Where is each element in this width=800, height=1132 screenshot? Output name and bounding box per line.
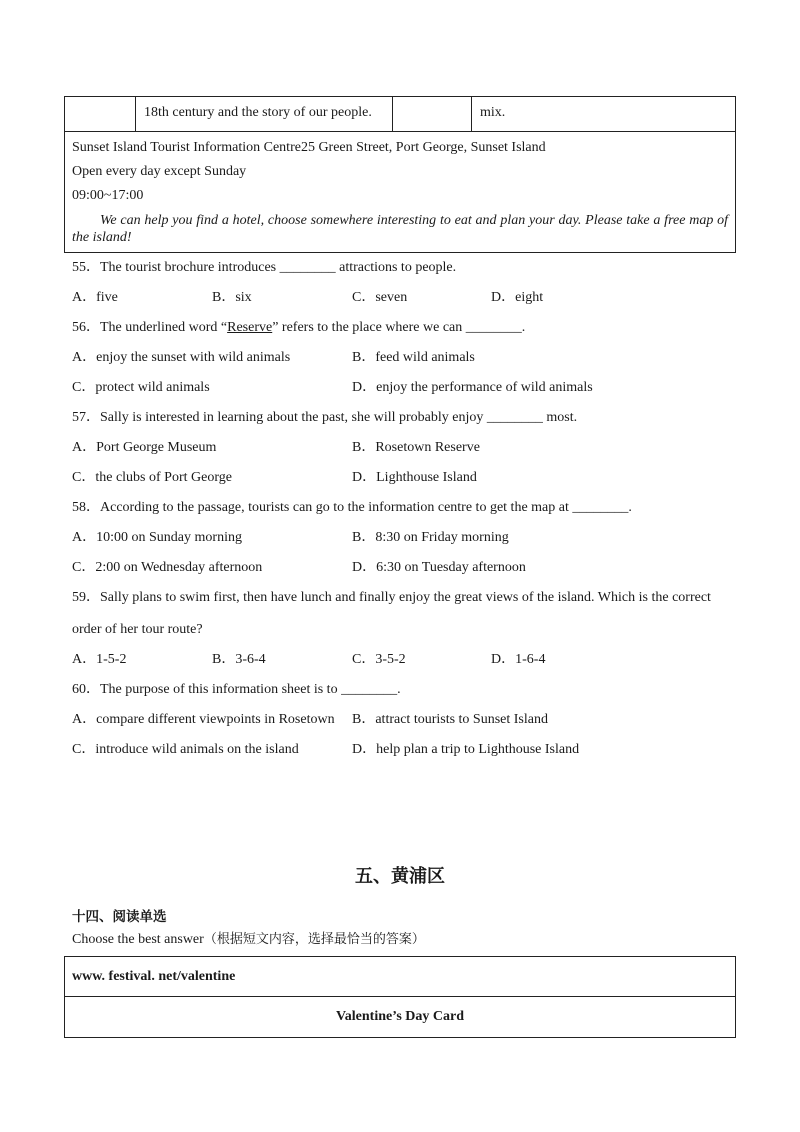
option-letter: A． <box>72 530 97 545</box>
valentine-table <box>64 956 736 1038</box>
question-60 <box>72 680 401 700</box>
option-b[interactable] <box>352 528 509 548</box>
option-d[interactable] <box>352 468 477 488</box>
info-centre-address: Sunset Island Tourist Information Centre25 Green Street, Port George, Sunset Island <box>72 140 546 155</box>
question-number: 59． <box>72 590 100 605</box>
option-letter: A． <box>72 712 97 727</box>
question-stem: Sally is interested in learning about the past, she will probably enjoy ________ most. <box>100 410 578 425</box>
option-text: 3-6-4 <box>235 652 266 667</box>
option-text: protect wild animals <box>95 380 210 395</box>
option-letter: B． <box>212 652 236 667</box>
option-letter: D． <box>352 470 377 485</box>
option-text: Rosetown Reserve <box>375 440 480 455</box>
instruction-cn: （根据短文内容，选择最恰当的答案） <box>203 932 425 947</box>
question-59 <box>72 582 732 646</box>
instruction-en: Choose the best answer <box>72 932 204 947</box>
option-d[interactable] <box>352 740 579 760</box>
option-d[interactable] <box>352 378 593 398</box>
option-text: enjoy the performance of wild animals <box>376 380 593 395</box>
table-row <box>65 957 736 997</box>
option-text: introduce wild animals on the island <box>95 742 299 757</box>
option-text: 6:30 on Tuesday afternoon <box>376 560 526 575</box>
underlined-word: Reserve <box>227 320 273 335</box>
option-a[interactable] <box>72 650 126 670</box>
question-58 <box>72 498 632 518</box>
question-stem: The tourist brochure introduces ________ attractions to people. <box>100 260 457 275</box>
table-cell <box>136 97 393 132</box>
option-c[interactable] <box>72 558 262 578</box>
section-title: 五、黄浦区 <box>355 866 445 887</box>
option-letter: B． <box>212 290 236 305</box>
option-text: eight <box>515 290 544 305</box>
option-text: 1-6-4 <box>515 652 546 667</box>
option-text: compare different viewpoints in Rosetown <box>96 712 335 727</box>
option-d[interactable] <box>491 288 543 308</box>
option-letter: B． <box>352 440 376 455</box>
table-row <box>65 97 736 132</box>
option-b[interactable] <box>212 288 252 308</box>
table-cell <box>65 97 136 132</box>
info-centre-description: We can help you find a hotel, choose somewhere interesting to eat and plan your day. Please take a free map of the island! <box>72 213 728 245</box>
option-a[interactable] <box>72 710 335 730</box>
option-text: 1-5-2 <box>96 652 127 667</box>
question-stem-after: ” refers to the place where we can ________. <box>272 320 526 335</box>
option-d[interactable] <box>352 558 526 578</box>
table-cell <box>393 97 472 132</box>
option-letter: D． <box>352 742 377 757</box>
option-a[interactable] <box>72 348 290 368</box>
option-d[interactable] <box>491 650 545 670</box>
option-b[interactable] <box>352 438 480 458</box>
option-b[interactable] <box>352 348 475 368</box>
option-letter: C． <box>352 652 376 667</box>
question-number: 56． <box>72 320 100 335</box>
info-centre-days: Open every day except Sunday <box>72 164 247 179</box>
option-letter: A． <box>72 440 97 455</box>
option-text: five <box>96 290 118 305</box>
option-b[interactable] <box>212 650 266 670</box>
question-number: 55． <box>72 260 100 275</box>
option-text: 8:30 on Friday morning <box>375 530 509 545</box>
option-letter: C． <box>72 380 96 395</box>
option-letter: D． <box>352 380 377 395</box>
table-row <box>65 132 736 253</box>
option-letter: B． <box>352 530 376 545</box>
option-letter: C． <box>72 560 96 575</box>
info-centre-cell <box>65 132 736 253</box>
option-c[interactable] <box>72 740 299 760</box>
option-text: six <box>235 290 252 305</box>
option-text: Port George Museum <box>96 440 217 455</box>
option-letter: D． <box>352 560 377 575</box>
option-c[interactable] <box>72 378 210 398</box>
option-a[interactable] <box>72 288 118 308</box>
table-cell <box>472 97 736 132</box>
question-number: 57． <box>72 410 100 425</box>
option-c[interactable] <box>352 650 406 670</box>
option-letter: A． <box>72 350 97 365</box>
option-letter: A． <box>72 290 97 305</box>
option-letter: D． <box>491 652 516 667</box>
question-number: 58． <box>72 500 100 515</box>
instruction <box>72 928 425 948</box>
option-text: 2:00 on Wednesday afternoon <box>95 560 263 575</box>
option-text: Lighthouse Island <box>376 470 477 485</box>
option-b[interactable] <box>352 710 548 730</box>
section-subtitle: 十四、阅读单选 <box>72 909 167 925</box>
option-text: seven <box>375 290 408 305</box>
cell-text: mix. <box>480 105 506 120</box>
question-number: 60． <box>72 682 100 697</box>
cell-text: 18th century and the story of our people. <box>144 105 372 120</box>
option-text: help plan a trip to Lighthouse Island <box>376 742 580 757</box>
option-letter: C． <box>72 742 96 757</box>
question-55 <box>72 258 456 278</box>
option-text: the clubs of Port George <box>95 470 232 485</box>
option-letter: C． <box>72 470 96 485</box>
option-letter: C． <box>352 290 376 305</box>
option-text: 3-5-2 <box>375 652 406 667</box>
attractions-table-fragment <box>64 96 736 253</box>
option-letter: B． <box>352 350 376 365</box>
option-c[interactable] <box>352 288 407 308</box>
info-centre-hours: 09:00~17:00 <box>72 188 144 203</box>
question-stem: According to the passage, tourists can go to the information centre to get the map at ________. <box>100 500 632 515</box>
option-a[interactable] <box>72 528 242 548</box>
option-text: attract tourists to Sunset Island <box>375 712 548 727</box>
question-stem-before: The underlined word “ <box>100 320 228 335</box>
option-text: 10:00 on Sunday morning <box>96 530 242 545</box>
question-stem: Sally plans to swim first, then have lunch and finally enjoy the great views of the island. Which is the correct order of her tour route? <box>72 590 711 637</box>
question-56 <box>72 318 525 338</box>
option-letter: D． <box>491 290 516 305</box>
question-57 <box>72 408 577 428</box>
option-c[interactable] <box>72 468 232 488</box>
option-letter: B． <box>352 712 376 727</box>
option-letter: A． <box>72 652 97 667</box>
question-stem: The purpose of this information sheet is to ________. <box>100 682 401 697</box>
option-text: enjoy the sunset with wild animals <box>96 350 291 365</box>
option-a[interactable] <box>72 438 216 458</box>
card-heading-cell: Valentine’s Day Card <box>65 997 736 1038</box>
url-cell: www. festival. net/valentine <box>65 957 736 997</box>
table-row <box>65 997 736 1038</box>
option-text: feed wild animals <box>375 350 475 365</box>
